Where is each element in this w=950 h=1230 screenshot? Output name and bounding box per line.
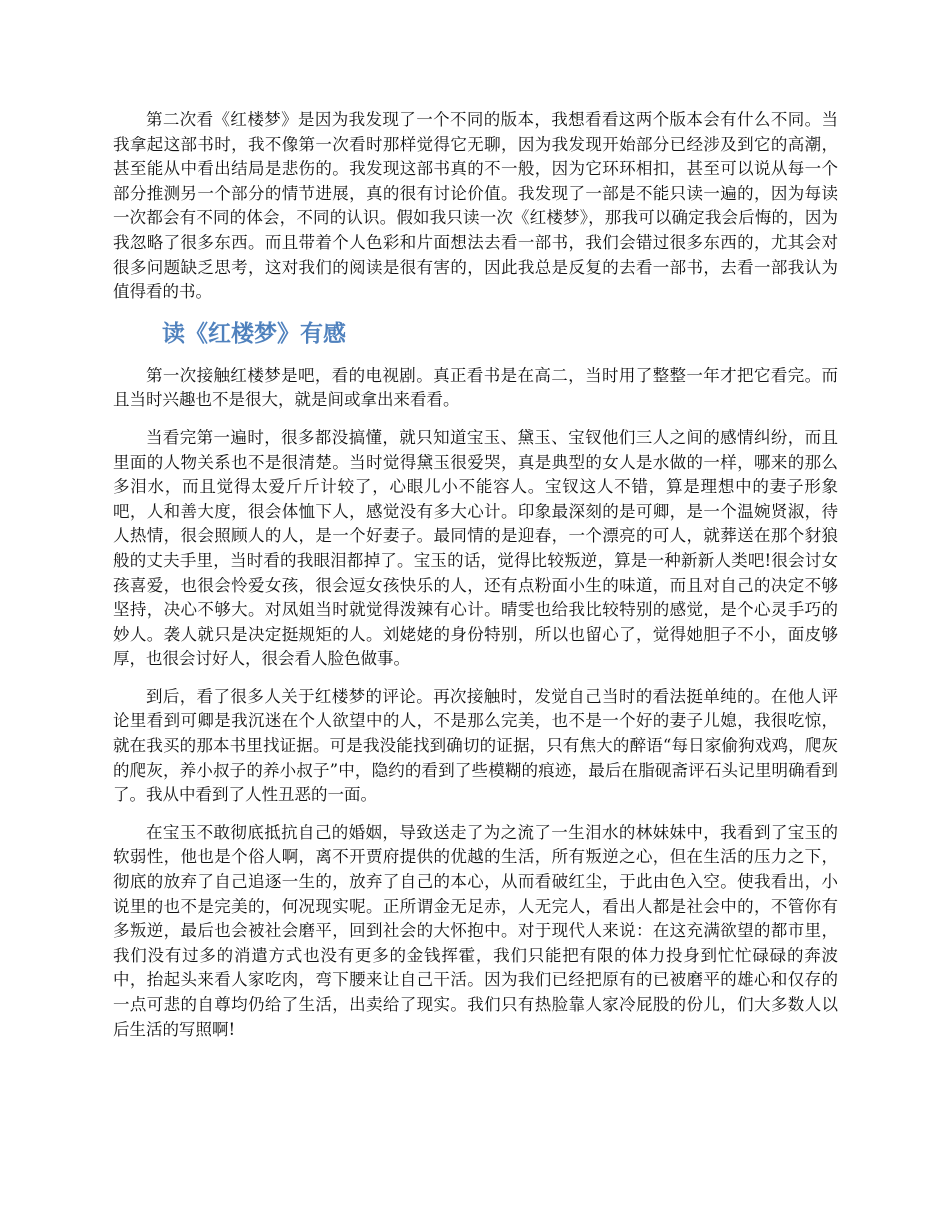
paragraph: 到后，看了很多人关于红楼梦的评论。再次接触时，发觉自己当时的看法挺单纯的。在他人评论里看到可卿是我沉迷在个人欲望中的人，不是那么完美，也不是一个好的妻子儿媳，我很吃惊，就在我买的那本书里找证据。可是我没能找到确切的证据，只有焦大的醉语“每日家偷狗戏鸡，爬灰的爬灰，养小叔子的养小叔子”中，隐约的看到了些模糊的痕迹，最后在脂砚斋评石头记里明确看到了。我从中看到了人性丑恶的一面。 (113, 686, 838, 805)
paragraph: 在宝玉不敢彻底抵抗自己的婚姻，导致送走了为之流了一生泪水的林妹妹中，我看到了宝玉的软弱性，他也是个俗人啊，离不开贾府提供的优越的生活，所有叛逆之心，但在生活的压力之下，彻底的放弃了自己追逐一生的，放弃了自己的本心，从而看破红尘，于此由色入空。使我看出，小说里的也不是完美的，何况现实呢。正所谓金无足赤，人无完人，看出人都是社会中的，不管你有多叛逆，最后也会被社会磨平，回到社会的大怀抱中。对于现代人来说：在这充满欲望的都市里，我们没有过多的消遣方式也没有更多的金钱挥霍，我们只能把有限的体力投身到忙忙碌碌的奔波中，抬起头来看人家吃肉，弯下腰来让自己干活。因为我们已经把原有的已被磨平的雄心和仅存的一点可悲的自尊均仍给了生活，出卖给了现实。我们只有热脸靠人家冷屁股的份儿，们大多数人以后生活的写照啊! (113, 822, 838, 1039)
paragraph: 第一次接触红楼梦是吧，看的电视剧。真正看书是在高二，当时用了整整一年才把它看完。而且当时兴趣也不是很大，就是间或拿出来看看。 (113, 365, 838, 410)
intro-paragraph: 第二次看《红楼梦》是因为我发现了一个不同的版本，我想看看这两个版本会有什么不同。当我拿起这部书时，我不像第一次看时那样觉得它无聊，因为我发现开始部分已经涉及到它的高潮，甚至能从中看出结局是悲伤的。我发现这部书真的不一般，因为它环环相扣，甚至可以说从每一个部分推测另一个部分的情节进展，真的很有讨论价值。我发现了一部是不能只读一遍的，因为每读一次都会有不同的体会，不同的认识。假如我只读一次《红楼梦》，那我可以确定我会后悔的，因为我忽略了很多东西。而且带着个人色彩和片面想法去看一部书，我们会错过很多东西的，尤其会对很多问题缺乏思考，这对我们的阅读是很有害的，因此我总是反复的去看一部书，去看一部我认为值得看的书。 (113, 110, 838, 302)
paragraph: 当看完第一遍时，很多都没搞懂，就只知道宝玉、黛玉、宝钗他们三人之间的感情纠纷，而且里面的人物关系也不是很清楚。当时觉得黛玉很爱哭，真是典型的女人是水做的一样，哪来的那么多泪水，而且觉得太爱斤斤计较了，心眼儿小不能容人。宝钗这人不错，算是理想中的妻子形象吧，人和善大度，很会体恤下人，感觉没有多大心计。印象最深刻的是可卿，是一个温婉贤淑，待人热情，很会照顾人的人，是一个好妻子。最同情的是迎春，一个漂亮的可人，就葬送在那个豺狼般的丈夫手里，当时看的我眼泪都掉了。宝玉的话，觉得比较叛逆，算是一种新新人类吧!很会讨女孩喜爱，也很会怜爱女孩，很会逗女孩快乐的人，还有点粉面小生的味道，而且对自己的决定不够坚持，决心不够大。对凤姐当时就觉得泼辣有心计。晴雯也给我比较特别的感觉，是个心灵手巧的妙人。袭人就只是决定挺规矩的人。刘姥姥的身份特别，所以也留心了，觉得她胆子不小，面皮够厚，也很会讨好人，很会看人脸色做事。 (113, 427, 838, 669)
section-heading: 读《红楼梦》有感 (162, 320, 346, 347)
document-body (113, 108, 838, 1055)
